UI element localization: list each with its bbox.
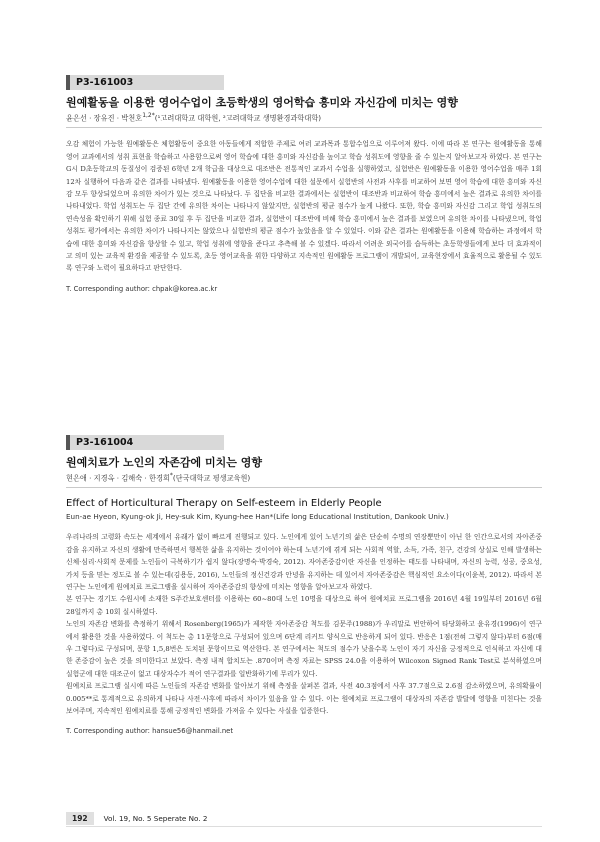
abstract-2 (66, 430, 542, 735)
paragraph: 우리나라의 고령화 속도는 세계에서 유래가 없이 빠르게 진행되고 있다. 노인에게 있어 노년기의 삶은 단순히 수명의 연장뿐만이 아닌 한 인간으로서의 자아존중감을 유지하고 자신의 생활에 만족하면서 행복한 삶을 유지하는 것이어야 하는데 노년기에 겪게 되는 사회적 역할, 소득, 가족, 친구, 건강의 상실로 인해 발생하는 신체·심리·사회적 문제를 노인들이 극복하기가 쉽지 않다(장명숙·박경숙, 2012). 자아존중감이란 자신을 인정하는 태도를 나타내며, 자신의 능력, 성공, 중요성, 가치 등을 믿는 정도로 볼 수 있는데(김용동, 2016), 노인들의 정신건강과 안녕을 유지하는 데 있어서 자아존중감은 핵심적인 요소이다(이윤복, 2012). 따라서 본 연구는 노인에게 원예치료 프로그램을 실시하여 자아존중감의 향상에 미치는 영향을 알아보고자 하였다. (66, 533, 542, 592)
top-band (0, 0, 600, 10)
abstract-code: P3-161004 (66, 435, 224, 450)
affiliation: (단국대학교 평생교육원) (172, 473, 251, 483)
divider (66, 127, 542, 128)
paragraph: 오감 체험이 가능한 원예활동은 체험활동이 중요한 아동들에게 적합한 주제로 여러 교과목과 통합수업으로 이루어져 왔다. 이에 따라 본 연구는 원예활동을 통해 영어 교과에서의 성취 표현을 학습하고 사용함으로써 영어 학습에 대한 흥미와 자신감을 높이고 학습 성취도에 영향을 줄 수 있는지 알아보고자 하였다. 본 연구는 G시 D초등학교의 동질성이 검증된 6학년 2개 학급을 대상으로 대조반은 전통적인 교과서 수업을 실행하였고, 실험반은 원예활동을 이용한 영어수업을 매주 1회 12차 실행하여 다음과 같은 결과를 나타냈다. 원예활동을 이용한 영어수업에 대한 설문에서 실험반의 사전과 사후를 비교하여 보면 영어 학습에 대한 흥미와 자신감 모두 향상되었으며 유의한 차이가 있는 것으로 나타났다. 두 집단을 비교한 결과에서는 실험반이 대조반과 비교하여 학습 흥미에서 높은 결과로 유의한 차이를 나타내었다. 학업 성취도는 두 집단 간에 유의한 차이는 나타나지 않았지만, 실험반의 평균 점수가 높게 나왔다. 또한, 학습 흥미와 자신감 그리고 학업 성취도의 연속성을 확인하기 위해 실험 종료 30일 후 두 집단을 비교한 결과, 실험반이 대조반에 비해 학습 흥미에서 높은 결과를 보였으며 유의한 차이를 나타냈으며, 학업 성취도 평가에서는 유의한 차이가 나타나지는 않았으나 실험반의 평균 점수가 높았음을 알 수 있었다. 이와 같은 결과는 원예활동을 이용해 학습하는 과정에서 학습에 대한 흥미와 자신감을 향상할 수 있고, 학업 성취에 영향을 준다고 추측해 볼 수 있겠다. 따라서 어려운 외국어를 습득하는 초등학생들에게 보다 더 효과적이고 의미 있는 교육적 환경을 제공할 수 있도록, 초등 영어교육을 위한 다양하고 지속적인 원예활동 프로그램이 개발되어, 교육현장에서 효율적으로 활용될 수 있도록 연구와 노력이 필요하다고 판단한다. (66, 140, 542, 273)
abstract-title-en: Effect of Horticultural Therapy on Self-esteem in Elderly People (66, 498, 382, 510)
abstract-title-ko: 원예치료가 노인의 자존감에 미치는 영향 (66, 456, 262, 469)
corresponding-author: T. Corresponding author: hansue56@hanmail.net (66, 727, 234, 736)
page-number: 192 (66, 812, 94, 825)
author-superscript: * (169, 472, 173, 479)
divider (66, 487, 542, 488)
abstract-1 (66, 70, 542, 293)
authors-en: Eun-ae Hyeon, Kyung-ok Ji, Hey-suk Kim, Kyung-hee Han*(Life long Educational Institution, Dankook Univ.) (66, 512, 449, 522)
affiliation: (¹고려대학교 대학원, ²고려대학교 생명환경과학대학) (154, 113, 322, 123)
abstract-title-ko: 원예활동을 이용한 영어수업이 초등학생의 영어학습 흥미와 자신감에 미치는 영향 (66, 96, 458, 109)
authors: 윤은선 · 장유진 · 박천호 (66, 113, 143, 123)
paragraph: 노인의 자존감 변화를 측정하기 위해서 Rosenberg(1965)가 제작한 자아존중감 척도를 김문주(1988)가 우리말로 번안하여 타당화하고 윤유경(1996)이 연구에서 활용한 것을 사용하였다. 이 척도는 총 11문항으로 구성되어 있으며 6단계 리커트 양식으로 반응하게 되어 있다. 반응은 1점(전혀 그렇지 않다)부터 6점(매우 그렇다)로 구성되며, 문항 1,5,8번은 도치된 문항이므로 역산한다. 본 연구에서는 척도의 점수가 낮을수록 노인이 자기 자신을 긍정적으로 인식하고 자신에 대한 존중감이 높은 것을 의미한다고 보았다. 측정 내적 합치도는 .870이며 측정 자료는 SPSS 24.0을 이용하여 Wilcoxon Signed Rank Test로 분석하였으며 실험군에 대한 대조군이 없고 대상자수가 적어 연구결과를 일반화하기에 무리가 있다. (66, 620, 542, 678)
abstract-body (66, 531, 542, 717)
abstract-body (66, 138, 542, 274)
author-line (66, 112, 542, 123)
abstract-code: P3-161003 (66, 75, 224, 90)
author-superscript: 1,2* (142, 112, 155, 119)
authors: 현은애 · 지경옥 · 김해숙 · 한경희 (66, 473, 170, 483)
page-footer (66, 812, 207, 825)
paragraph: 본 연구는 경기도 수원시에 소재한 S주간보호센터를 이용하는 60~80대 노인 10명을 대상으로 하여 원예치료 프로그램을 2016년 4월 19일부터 2016년 6월 28일까지 총 10회 실시하였다. (66, 595, 542, 616)
author-line (66, 472, 542, 483)
paragraph: 원예치료 프로그램 실시에 따른 노인들의 자존감 변화를 알아보기 위해 측정을 살펴본 결과, 사전 40.3점에서 사후 37.7점으로 2.6점 감소하였으며, 유의확률이 0.005**로 통계적으로 유의하게 나타나 사전·사후에 따라서 차이가 있음을 알 수 있다. 이는 원예치료 프로그램이 대상자의 자존감 발달에 영향을 미친다는 것을 보여주며, 지속적인 원예치료를 통해 긍정적인 변화를 가져올 수 있다는 사실을 입증한다. (66, 682, 542, 716)
journal-info: Vol. 19, No. 5 Seperate No. 2 (103, 814, 208, 823)
footer-divider (66, 826, 542, 827)
corresponding-author: T. Corresponding author: chpak@korea.ac.kr (66, 284, 218, 293)
